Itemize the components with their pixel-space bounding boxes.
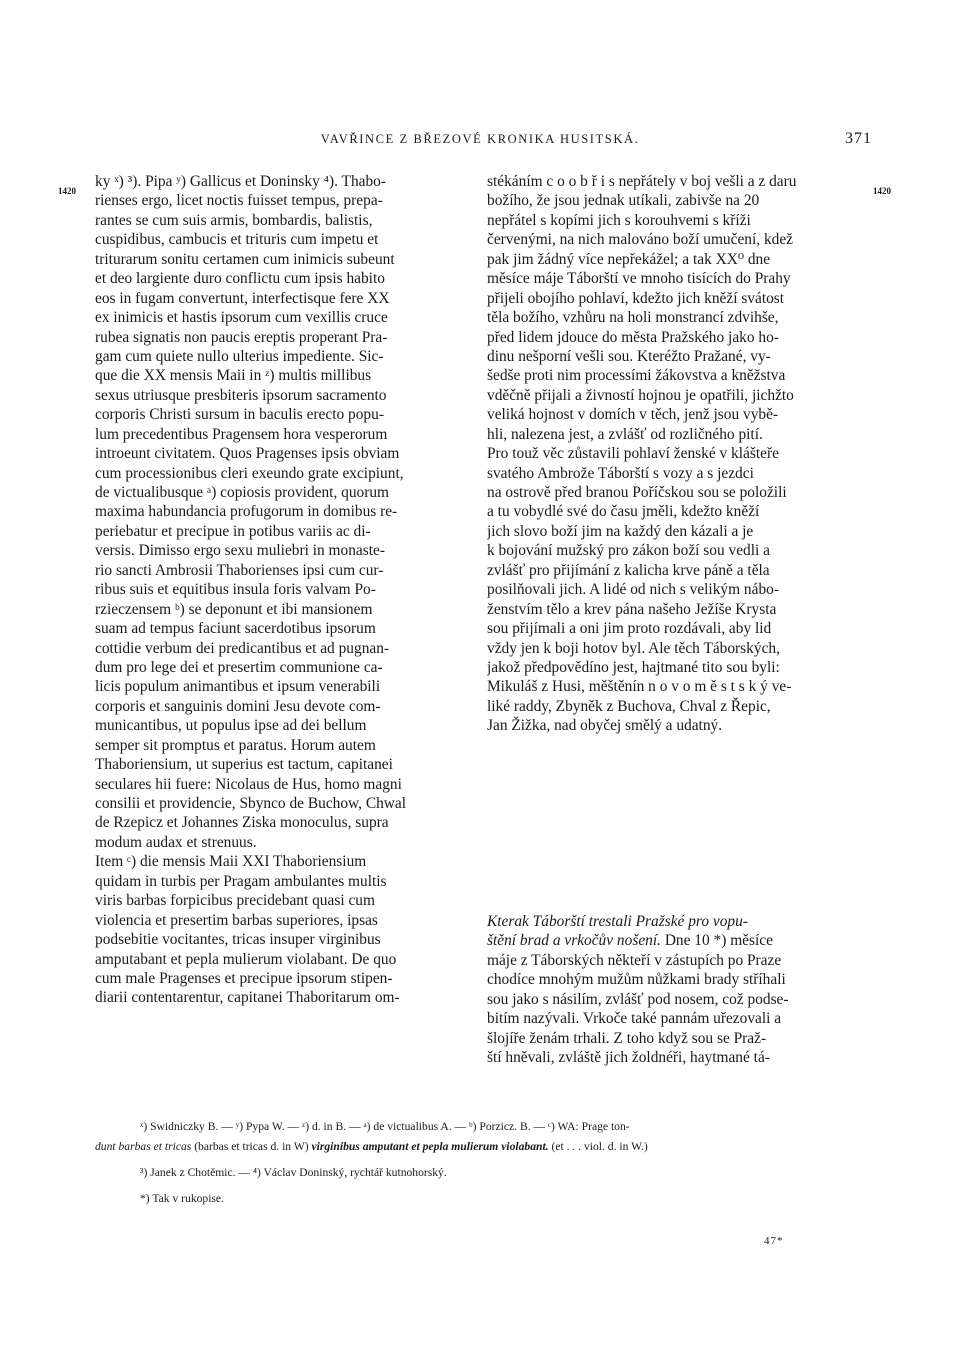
margin-year-left: 1420 [58, 186, 76, 196]
latin-text-line: rio sancti Ambrosii Thaborienses ipsi cum cur- [95, 561, 384, 579]
czech-text-line: ženstvím tělo a krev pána našeho Ježíše Krysta [487, 600, 777, 618]
czech-text-line: bitím nazývali. Vrkoče také pannám uřezovali a [487, 1010, 782, 1028]
footnote-italic-c: virginibus amputant et pepla mulierum violabant. [311, 1140, 549, 1153]
latin-text-line: dum pro lege dei et presertim communione ca- [95, 658, 383, 676]
latin-text-line: lum precedentibus Pragensem hora vesperorum [95, 425, 388, 443]
czech-text-line: měsíce máje Táborští ve mnoho tisících do Prahy [487, 270, 791, 288]
latin-text-line: ribus suis et equitibus insula foris valvam Po- [95, 581, 376, 599]
section-heading-line-continued [487, 931, 863, 950]
latin-text-line: maxima habundancia profugorum in domibus re- [95, 503, 398, 521]
czech-text-line: dinu nešporní vešli sou. Kteréžto Pražané, vy- [487, 347, 771, 365]
footnote-text-d: (et . . . viol. d. in W.) [548, 1140, 648, 1153]
latin-text-line: violencia et presertim barbas superiores, ipsas [95, 911, 378, 929]
czech-text-line: šedše proti nim processími žákovstva a kněžstva [487, 367, 786, 385]
czech-text-line: Pro touž věc zůstavili pohlaví ženské v klášteře [487, 445, 779, 463]
footnotes [95, 1117, 865, 1209]
latin-text-line: ky ˣ) ³). Pipa ʸ) Gallicus et Doninsky ⁴). Thabo- [95, 173, 386, 190]
latin-text-line: periebatur et precipue in potibus variis ac di- [95, 522, 371, 540]
latin-text-line: diarii contentarentur, capitanei Thaboritarum om- [95, 989, 400, 1007]
margin-year-right: 1420 [873, 186, 891, 196]
footnote-line-3: ³) Janek z Chotěmic. — ⁴) Václav Doninský, rychtář kutnohorský. [140, 1166, 447, 1179]
page-number: 371 [845, 130, 872, 147]
latin-text-line: de victualibusque ᵃ) copiosis provident, quorum [95, 484, 390, 501]
latin-text-line: Thaboriensium, ut superius est tactum, capitanei [95, 756, 393, 774]
latin-text-line: rantes se cum suis armis, bombardis, balistis, [95, 211, 373, 229]
latin-text-line: gam cum quiete nullo ulterius impediente. Sic- [95, 347, 384, 365]
footnote-divider [96, 1108, 856, 1110]
latin-text-line: semper sit promptus et paratus. Horum autem [95, 736, 376, 754]
section-heading-line: Kterak Táborští trestali Pražské pro vopu- [487, 913, 748, 930]
czech-text-column-second [487, 912, 863, 1068]
czech-text-line: červenými, na nich malováno boží umučení, kdež [487, 231, 793, 249]
czech-text-line: veliká hojnost v domích v těch, jenž jsou vybě- [487, 406, 779, 424]
latin-text-line: cuspidibus, cambucis et trituris cum impetu et [95, 231, 379, 249]
czech-text-line: chodíce mnohým mužům nůžkami brady stříhali [487, 971, 786, 989]
latin-text-line: cum male Pragenses et precipue ipsorum stipen- [95, 969, 393, 987]
czech-text-line: vděčně přijali a živností hojnou je opatřili, jichžto [487, 386, 794, 404]
latin-text-line: rzieczensem ᵇ) se deponunt et ibi mansionem [95, 600, 373, 618]
latin-text-line: podsebitie vocitantes, tricas insuper virginibus [95, 931, 381, 949]
czech-text-line: vždy jen k boji hotov byl. Ale těch Táborských, [487, 639, 780, 657]
czech-text-line: stékáním c o o b ř i s nepřátely v boj vešli a z daru [487, 173, 797, 190]
czech-text-line: a tu vobydlé své do času jměli, kdežto kněží [487, 503, 760, 521]
latin-text-line: ex inimicis et hastis ipsorum cum vexillis cruce [95, 309, 388, 327]
latin-text-line: consilii et providencie, Sbynco de Buchow, Chwal [95, 795, 407, 812]
latin-text-line: rienses ergo, licet noctis fuisset tempus, prepa- [95, 192, 383, 210]
latin-text-line: cum processionibus cleri exeundo grate excipiunt, [95, 464, 404, 482]
latin-text-line: corporis Christi sursum in baculis erecto popu- [95, 406, 384, 424]
czech-text-line: sou jako s násilím, zvlášť pod nosem, což podse- [487, 990, 789, 1008]
czech-text-line: jakož předpovědíno jest, hajtmané tito sou byli: [487, 658, 780, 676]
latin-text-line: municantibus, ut populus ipse ad dei bellum [95, 717, 367, 735]
footnote-line-4: *) Tak v rukopise. [140, 1192, 224, 1205]
latin-text-line: sexus utriusque presbiteris ipsorum sacramento [95, 386, 387, 404]
czech-text-line: k bojování mužský pro zákon boží sou vedli a [487, 542, 770, 560]
czech-text-line: na ostrově před branou Poříčskou sou se položili [487, 484, 787, 501]
signature-mark: 47* [764, 1235, 784, 1247]
czech-text-line: přijeli obojího pohlaví, kdežto jich kněží svátost [487, 289, 785, 307]
latin-text-line: amputabant et pepla mulierum violabant. De quo [95, 950, 397, 968]
latin-text-line: triturarum sonitu certamen cum inimicis subeunt [95, 250, 395, 268]
footnote-italic-a: dunt barbas et tricas [95, 1140, 192, 1153]
latin-text-line: de Rzepicz et Johannes Ziska monoculus, supra [95, 814, 389, 832]
latin-text-line: seculares hii fuere: Nicolaus de Hus, homo magni [95, 775, 402, 793]
czech-text-line: máje z Táborských někteří v zástupích po Praze [487, 951, 782, 969]
czech-text-line: nepřátel s kopími jich s korouhvemi s kříži [487, 211, 751, 229]
czech-text-line: šlojíře ženám trhali. Z toho když sou se Praž- [487, 1029, 767, 1047]
latin-text-line: cottidie verbum dei predicantibus et ad pugnan- [95, 639, 390, 657]
latin-text-line: corporis et sanguinis domini Jesu devote com- [95, 697, 381, 715]
czech-text-line: jich slovo boží jim na každý den kázali a je [487, 522, 754, 540]
czech-text-line: liké raddy, Zbyněk z Buchova, Chval z Řepic, [487, 697, 771, 715]
latin-text-line: que die XX mensis Maii in ᶻ) multis millibus [95, 367, 372, 385]
latin-text-column [95, 172, 465, 1008]
footnote-text-b: (barbas et tricas d. in W) [191, 1140, 312, 1153]
latin-text-line: Item ᶜ) die mensis Maii XXI Thaboriensium [95, 853, 367, 871]
footnote-line-1: ˣ) Swidniczky B. — ʸ) Pypa W. — ᶻ) d. in B. — ᵃ) de victualibus A. — ᵇ) Porzicz. B. — ᶜ) WA: Prage ton- [140, 1120, 630, 1133]
czech-text-line: Mikuláš z Husi, měštěnín n o v o m ě s t s k ý ve- [487, 678, 792, 696]
footnote-line-2 [95, 1137, 865, 1157]
czech-text-line: před lidem jdouce do města Pražského jako ho- [487, 328, 779, 346]
czech-text-line: posilňovali jich. A lidé od nich s velikým nábo- [487, 581, 779, 599]
latin-text-line: rubea signatis non paucis ereptis properant Pra- [95, 328, 388, 346]
latin-text-line: viris barbas forpicibus precidebant quasi cum [95, 892, 375, 910]
czech-text-line: pak jim žádný více nepřekážel; a tak XX⁰ dne [487, 250, 771, 268]
czech-text-line: těla božího, vzhůru na holi monstrancí zdvihše, [487, 309, 779, 327]
czech-text-column [487, 172, 863, 736]
latin-text-line: versis. Dimisso ergo sexu muliebri in monaste- [95, 542, 385, 560]
running-title: VAVŘINCE Z BŘEZOVÉ KRONIKA HUSITSKÁ. [320, 132, 640, 146]
czech-text-line: ští hněvali, zvláště jich žoldnéři, haytmané tá- [487, 1049, 770, 1067]
latin-text-line: licis populum animantibus et ipsum venerabili [95, 678, 381, 696]
czech-text-line: Jan Žižka, nad obyčej smělý a udatný. [487, 717, 723, 735]
czech-text-line: zvlášť pro přijímání z kalicha krve páně a těla [487, 561, 770, 579]
latin-text-line: modum audax et strenuus. [95, 833, 257, 851]
czech-text-line: svatého Ambrože Táborští s vozy a s jezdci [487, 464, 754, 482]
page-header [0, 128, 960, 152]
section-heading-italic: štění brad a vrkočův nošení. [487, 932, 661, 950]
czech-text-line: hli, nalezena jest, a zvlášť od rozličného pití. [487, 425, 763, 443]
latin-text-line: quidam in turbis per Pragam ambulantes multis [95, 872, 387, 890]
czech-text-line: sou přijímali a oni jim proto rozdávali, aby lid [487, 620, 772, 638]
latin-text-line: et deo largiente duro conflictu cum ipsis habito [95, 270, 385, 288]
czech-second-lines [487, 951, 863, 1068]
czech-text-line: božího, že jsou jednak utíkali, zabivše na 20 [487, 192, 760, 210]
latin-text-line: introeunt civitatem. Quos Pragenses ipsis obviam [95, 445, 400, 463]
latin-text-line: eos in fugam convertunt, interfectisque fere XX [95, 289, 390, 307]
section-heading-rest: Dne 10 *) měsíce [660, 932, 773, 950]
latin-text-line: suam ad tempus faciunt sacerdotibus ipsorum [95, 620, 376, 638]
